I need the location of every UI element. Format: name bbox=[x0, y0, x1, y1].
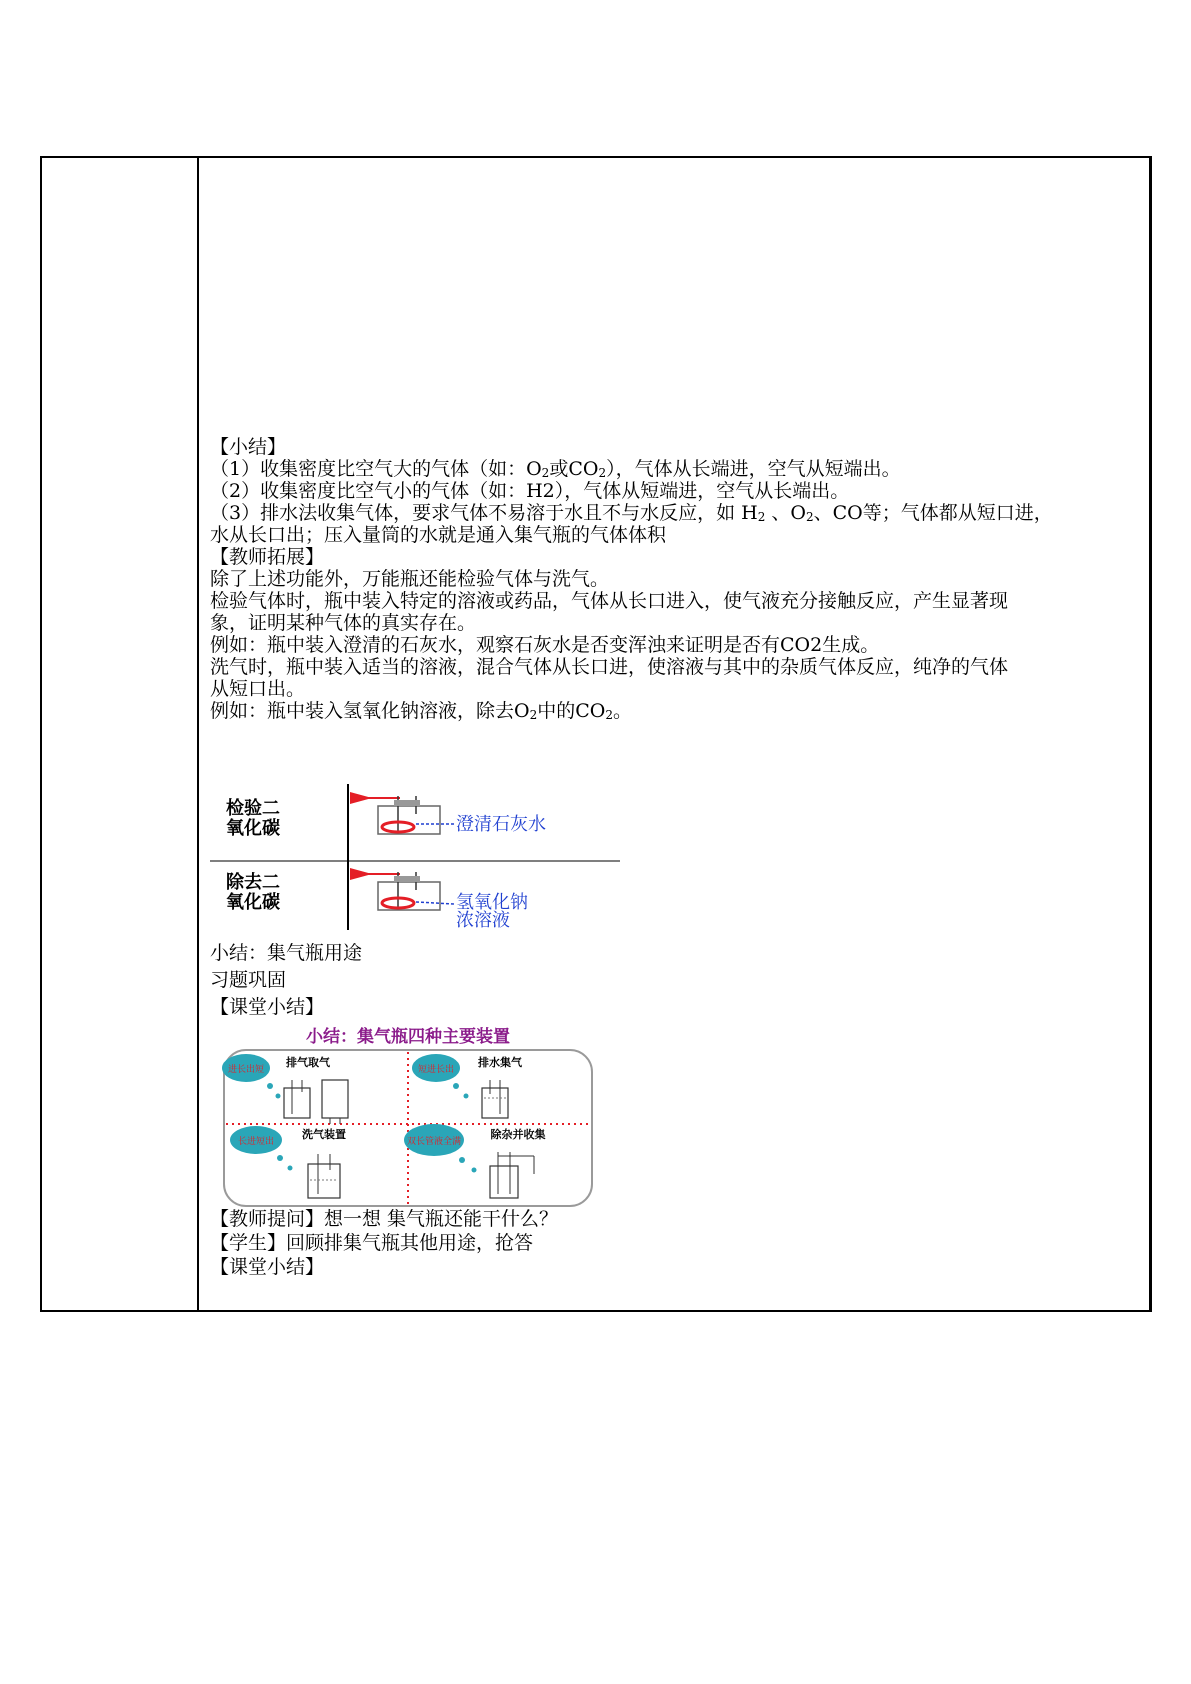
extension-line: 例如：瓶中装入澄清的石灰水，观察石灰水是否变浑浊来证明是否有CO2生成。 bbox=[210, 634, 880, 656]
after-line-2: 习题巩固 bbox=[210, 969, 287, 991]
q2-label: 排水集气 bbox=[478, 1056, 522, 1069]
row1-label-2: 氧化碳 bbox=[226, 818, 280, 839]
extension-line: 洗气时，瓶中装入适当的溶液，混合气体从长口进，使溶液与其中的杂质气体反应，纯净的气体 bbox=[210, 656, 1009, 678]
question-line-3: 【课堂小结】 bbox=[210, 1256, 325, 1278]
extension-line: 检验气体时，瓶中装入特定的溶液或药品，气体从长口进入，使气液充分接触反应，产生显著现 bbox=[210, 590, 1009, 612]
after-line-3: 【课堂小结】 bbox=[210, 996, 325, 1018]
q4-bubble: 双长管液全满 bbox=[406, 1137, 462, 1147]
row2-bottle-icon bbox=[350, 868, 454, 910]
extension-line: 除了上述功能外，万能瓶还能检验气体与洗气。 bbox=[210, 568, 610, 590]
lesson-table bbox=[40, 156, 1152, 1312]
row1-caption: 澄清石灰水 bbox=[456, 814, 546, 835]
row1-label-1: 检验二 bbox=[226, 798, 280, 819]
q1-label: 排气取气 bbox=[286, 1056, 330, 1069]
content-cell bbox=[210, 158, 1143, 1310]
q3-bubble: 长进短出 bbox=[237, 1137, 275, 1147]
q1-bubble: 进长出短 bbox=[227, 1065, 265, 1075]
summary-p2: （2）收集密度比空气小的气体（如：H2），气体从短端进，空气从长端出。 bbox=[210, 480, 850, 502]
extension-line: 象，证明某种气体的真实存在。 bbox=[210, 612, 477, 634]
extension-heading: 【教师拓展】 bbox=[210, 546, 325, 568]
question-line-2: 【学生】回顾排集气瓶其他用途，抢答 bbox=[210, 1232, 534, 1254]
question-line-1: 【教师提问】想一想 集气瓶还能干什么？ bbox=[210, 1208, 559, 1230]
summary-p1: （1）收集密度比空气大的气体（如：O2或CO2），气体从长端进，空气从短端出。 bbox=[210, 458, 901, 480]
four-devices-figure bbox=[218, 1024, 598, 1208]
row1-bottle-icon bbox=[350, 792, 454, 834]
extension-example: 例如：瓶中装入氢氧化钠溶液，除去O2中的CO2。 bbox=[210, 700, 632, 722]
figure2-title: 小结：集气瓶四种主要装置 bbox=[306, 1027, 510, 1047]
row2-caption-2: 浓溶液 bbox=[456, 910, 510, 930]
row2-caption-1: 氢氧化钠 bbox=[456, 892, 528, 913]
q2-bubble: 短进长出 bbox=[417, 1065, 455, 1075]
column-divider bbox=[197, 158, 199, 1310]
gas-test-figure bbox=[210, 784, 620, 930]
q4-label: 除杂并收集 bbox=[490, 1128, 546, 1141]
extension-line: 从短口出。 bbox=[210, 678, 306, 700]
row2-label-2: 氧化碳 bbox=[226, 892, 280, 913]
q3-label: 洗气装置 bbox=[302, 1128, 346, 1141]
summary-p3-cont: 水从长口出；压入量筒的水就是通入集气瓶的气体体积 bbox=[210, 524, 667, 546]
row2-label-1: 除去二 bbox=[226, 872, 280, 893]
after-line-1: 小结：集气瓶用途 bbox=[210, 942, 363, 964]
summary-heading: 【小结】 bbox=[210, 436, 287, 458]
summary-p3: （3）排水法收集气体，要求气体不易溶于水且不与水反应，如 H2 、O2、CO等；气体都从短口进， bbox=[210, 502, 1053, 524]
